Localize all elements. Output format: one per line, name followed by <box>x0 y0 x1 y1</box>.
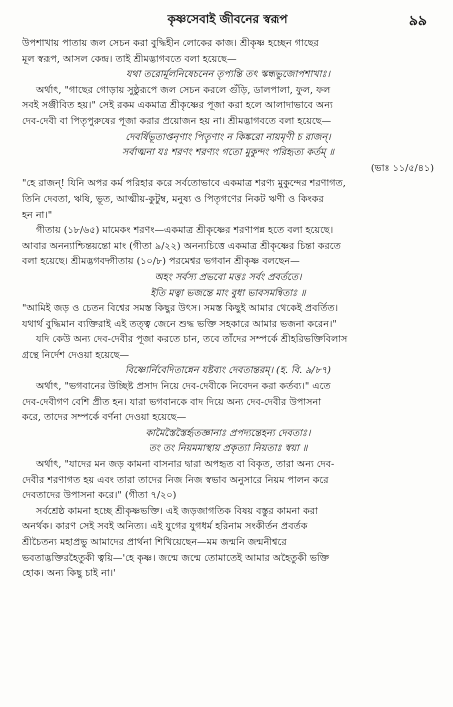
text-line: বলা হয়েছে। শ্রীমদ্ভগবদ্গীতায় (১০/৮) পরমেশ্বর ভগবান শ্রীকৃষ্ণ বলছেন— <box>22 256 300 268</box>
text-line: "আমিই জড় ও চেতন বিশ্বের সমস্ত কিছুর উৎস। সমস্ত কিছুই আমার থেকেই প্রবর্তিত। <box>22 303 339 315</box>
text-line: আবার অনন্যাশ্চিন্তয়ন্তো মাং (গীতা ৯/২২) অনন্যচিত্তে একমাত্র শ্রীকৃষ্ণের চিন্তা করতে <box>22 240 341 252</box>
page-header <box>22 8 433 30</box>
text-line: হোক। অন্য কিছু চাই না।' <box>22 568 116 580</box>
verse-citation: (ভাঃ ১১/৫/৪১) <box>370 162 434 174</box>
page-number: ৯৯ <box>408 13 427 29</box>
text-line: সবই সঞ্জীবিত হয়।" সেই রকম একমাত্র শ্রীকৃষ্ণের পূজা করা হলে আলাদাভাবে অন্য <box>22 100 333 112</box>
verse-line: বিষ্ণোর্নিবেদিতান্নেন যষ্টব্যং দেবতান্তরম্। (হ. বি. ৯/৮৭) <box>125 365 331 377</box>
text-line: অর্থাৎ, "যাদের মন জড় কামনা বাসনার দ্বারা অপহৃত বা বিকৃত, তারা অন্য দেব- <box>36 459 335 471</box>
text-line: করে, তাদের সম্পর্কে বর্ণনা দেওয়া হয়েছে— <box>22 412 187 424</box>
text-line: অর্থাৎ, "গাছের গোড়ায় সুষ্ঠুরূপে জল সেচন করলে গুঁড়ি, ডালপালা, ফুল, ফল <box>36 84 331 96</box>
verse-line: কামৈস্তৈস্তৈর্হৃতজ্ঞানাঃ প্রপদ্যন্তেহন্য দেবতাঃ। <box>145 427 311 439</box>
text-line: হন না।" <box>22 209 53 221</box>
verse-line: যথা তরোর্মূলনিষেচনেন তৃপ্যন্তি তৎ স্কন্ধভুজোপশাখাঃ। <box>125 69 331 81</box>
text-line: অর্থাৎ, "ভগবানের উচ্ছিষ্ট প্রসাদ নিয়ে দেব-দেবীকে নিবেদন করা কর্তব্য।" এতে <box>36 381 331 393</box>
text-line: "হে রাজন্! যিনি অপর কর্ম পরিহার করে সর্বতোভাবে একমাত্র শরণ্য মুকুন্দের শরণাগত, <box>22 178 346 190</box>
verse-line: সর্বাত্মনা যঃ শরণং শরণ্যং গতো মুকুন্দং পরিহৃত্য কর্তম্ ॥ <box>121 147 335 159</box>
text-line: মূল স্বরূপ, আসল কেন্দ্র। তাই শ্রীমদ্ভাগবতে বলা হয়েছে— <box>22 53 237 65</box>
body-text <box>22 36 434 582</box>
text-line: সর্বশ্রেষ্ঠ কামনা হচ্ছে শ্রীকৃষ্ণভক্তি। এই জড়জাগতিক বিষয় বস্তুর কামনা করা <box>36 505 318 517</box>
verse-line: দেবর্ষিভূতাপ্তনৃণাং পিতৄণাং ন কিঙ্করো নায়মৃণী চ রাজন্। <box>125 131 331 143</box>
verse-line: তং তং নিয়মমাস্থায় প্রকৃত্যা নিয়তাঃ স্বয়া ॥ <box>148 443 308 455</box>
text-line: তিনি দেবতা, ঋষি, ভূত, আত্মীয়-কুটুম্ব, মনুষ্য ও পিতৃগণের নিকট ঋণী ও কিংকর <box>22 193 324 205</box>
verse-line: ইতি মত্বা ভজন্তে মাং বুধা ভাবসমন্বিতাঃ ॥ <box>150 287 306 299</box>
text-line: দেবীর শরণাগত হয় এবং তারা তাদের নিজ নিজ স্বভাব অনুসারে নিয়ম পালন করে <box>22 474 329 486</box>
text-line: ভবতাদ্ভক্তিরহৈতুকী ত্বয়ি—'হে কৃষ্ণ। জন্মে জন্মে তোমাতেই আমার অহৈতুকী ভক্তি <box>22 552 330 564</box>
text-line: দেব-দেবী বা পিতৃপুরুষের পূজা করার প্রয়োজন হয় না। শ্রীমদ্ভাগবতে বলা হয়েছে— <box>22 115 332 127</box>
text-line: গীতায় (১৮/৬৫) মামেকং শরণং—একমাত্র শ্রীকৃষ্ণের শরণাপন্ন হতে বলা হয়েছে। <box>36 225 334 237</box>
text-line: দেব-দেবীগণ বেশি প্রীত হন। যারা ভগবানকে বাদ দিয়ে অন্য দেব-দেবীর উপাসনা <box>22 396 321 408</box>
verse-line: অহং সর্বস্য প্রভবো মত্তঃ সর্বং প্রবর্ততে। <box>154 271 302 283</box>
running-title: কৃষ্ণসেবাই জীবনের স্বরূপ <box>167 12 288 26</box>
text-line: দেবতাদের উপাসনা করে।" (গীতা ৭/২০) <box>22 490 177 502</box>
text-line: উপশাখায় পাতায় জল সেচন করা বুদ্ধিহীন লোকের কাজ। শ্রীকৃষ্ণ হচ্ছেন গাছের <box>22 38 319 49</box>
text-line: শ্রীচৈতন্য মহাপ্রভু আমাদের প্রার্থনা শিখিয়েছেন—মম জন্মনি জন্মনীশ্বরে <box>22 537 287 548</box>
text-line: অনর্থক। কারণ সেই সবই অনিত্য। এই যুগের যুগধর্ম হরিনাম সংকীর্তন প্রবর্তক <box>22 521 308 533</box>
text-line: যদি কেউ অন্য দেব-দেবীর পূজা করতে চান, তবে তাঁদের সম্পর্কে শ্রীহরিভক্তিবিলাস <box>36 334 348 346</box>
text-line: যথার্থ বুদ্ধিমান ব্যক্তিরাই এই তত্ত্ব জেনে শুদ্ধ ভক্তি সহকারে আমার ভজনা করেন।" <box>22 318 337 330</box>
text-line: গ্রন্থে নির্দেশ দেওয়া হয়েছে— <box>22 349 130 361</box>
